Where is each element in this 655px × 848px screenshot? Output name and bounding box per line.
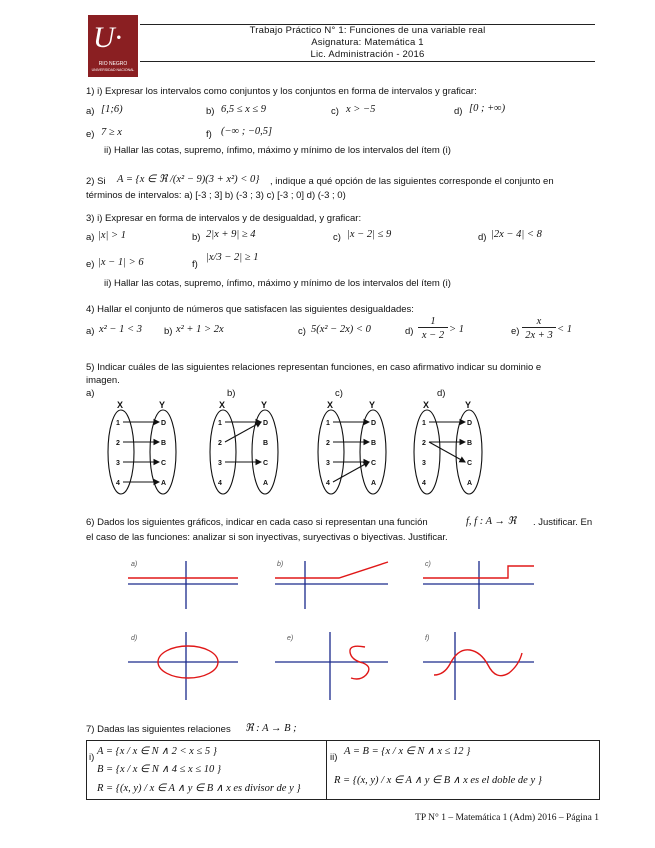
ex3-ii: ii) Hallar las cotas, supremo, ínfimo, máximo y mínimo de los intervalos del ítem (i) — [104, 278, 451, 289]
ex1-d-label: d) — [454, 106, 463, 117]
codomain-element: C — [371, 460, 377, 467]
relation-arrow — [225, 422, 261, 442]
ex4-e-num: x — [522, 316, 556, 328]
ex7-i-R: R = {(x, y) / x ∈ A ∧ y ∈ B ∧ x es divisor de y } — [97, 783, 301, 794]
ex1-f-label: f) — [206, 129, 212, 140]
ex2-suffix: , indique a qué opción de las siguientes corresponde el conjunto en — [270, 176, 554, 187]
codomain-element: D — [161, 420, 167, 427]
ex7-title: 7) Dadas las siguientes relaciones — [86, 724, 231, 735]
ex1-a-label: a) — [86, 106, 95, 117]
ex7-ii-AB: A = B = {x / x ∈ N ∧ x ≤ 12 } — [344, 746, 471, 757]
ex7-i-B: B = {x / x ∈ N ∧ 4 ≤ x ≤ 10 } — [97, 764, 222, 775]
graph-f-label: f) — [425, 635, 430, 642]
ex5-title-line1: 5) Indicar cuáles de las siguientes relaciones representan funciones, en caso afirmativo indicar su dominio e — [86, 362, 542, 373]
ex6-graphs — [0, 550, 655, 715]
logo-mark: U· — [93, 21, 123, 54]
codomain-element: D — [371, 420, 377, 427]
ex2-set: A = {x ∈ ℜ /(x² − 9)(3 + x²) < 0} — [117, 174, 260, 185]
ex1-title: 1) i) Expresar los intervalos como conjuntos y los conjuntos en forma de intervalos y graficar: — [86, 86, 477, 97]
ex4-e-den: 2x + 3 — [525, 330, 553, 341]
set-y-label: Y — [465, 400, 472, 410]
domain-element: 4 — [422, 480, 426, 487]
codomain-element: C — [263, 460, 269, 467]
set-x-ellipse — [108, 410, 134, 494]
domain-element: 4 — [116, 480, 120, 487]
domain-element: 1 — [422, 420, 426, 427]
domain-element: 1 — [218, 420, 222, 427]
domain-element: 3 — [218, 460, 222, 467]
ex4-c: 5(x² − 2x) < 0 — [311, 324, 371, 335]
ex6-title-prefix: 6) Dados los siguientes gráficos, indicar en cada caso si representan una función — [86, 517, 428, 528]
ex5-label-c: c) — [335, 388, 343, 399]
set-x-label: X — [117, 400, 124, 410]
graph-e-label: e) — [287, 635, 294, 642]
ex1-e-label: e) — [86, 129, 95, 140]
domain-element: 1 — [326, 420, 330, 427]
logo-text-top: RIO NEGRO — [98, 61, 128, 67]
set-x-ellipse — [414, 410, 440, 494]
ex3-b-label: b) — [192, 232, 201, 243]
domain-element: 3 — [326, 460, 330, 467]
ex3-c-label: c) — [333, 232, 341, 243]
ex1-b: 6,5 ≤ x ≤ 9 — [221, 104, 267, 115]
ex6-title-suffix: . Justificar. En — [533, 517, 593, 528]
set-x-label: X — [423, 400, 430, 410]
domain-element: 3 — [116, 460, 120, 467]
ex7-title-math: ℜ : A → B ; — [245, 723, 297, 734]
set-x-label: X — [219, 400, 226, 410]
ex4-a-label: a) — [86, 326, 95, 337]
domain-element: 2 — [116, 440, 120, 447]
ex3-d-label: d) — [478, 232, 487, 243]
ex3-d: |2x − 4| < 8 — [491, 229, 542, 240]
ex3-title: 3) i) Expresar en forma de intervalos y de desigualdad, y graficar: — [86, 213, 362, 224]
ex1-a: [1;6) — [101, 104, 123, 115]
page-footer: TP N° 1 – Matemática 1 (Adm) 2016 – Página 1 — [415, 813, 599, 823]
codomain-element: D — [263, 420, 269, 427]
graph-a-label: a) — [131, 561, 138, 568]
ex7-i-label: i) — [89, 752, 95, 763]
graph-c-label: c) — [425, 561, 431, 568]
header-subject: Asignatura: Matemática 1 — [311, 37, 424, 48]
logo-text-bottom: UNIVERSIDAD NACIONAL — [91, 68, 135, 72]
ex3-c: |x − 2| ≤ 9 — [347, 229, 392, 240]
ex4-b-label: b) — [164, 326, 173, 337]
ex1-e: 7 ≥ x — [101, 127, 122, 138]
ex4-title: 4) Hallar el conjunto de números que satisfacen las siguientes desigualdades: — [86, 304, 414, 315]
ex4-d-rhs: > 1 — [449, 324, 464, 335]
ex6-title-line2: el caso de las funciones: analizar si son inyectivas, suryectivas o biyectivas. Justificar. — [86, 532, 448, 543]
set-x-ellipse — [318, 410, 344, 494]
domain-element: 2 — [218, 440, 222, 447]
ex1-f: (−∞ ; −0,5] — [221, 126, 273, 137]
ex2-prefix: 2) Si — [86, 176, 106, 187]
ex3-f: |x/3 − 2| ≥ 1 — [206, 252, 259, 263]
ex7-table-divider — [326, 740, 327, 799]
codomain-element: B — [467, 440, 473, 447]
set-x-ellipse — [210, 410, 236, 494]
ex1-d: [0 ; +∞) — [469, 103, 506, 114]
header-career: Lic. Administración - 2016 — [310, 49, 425, 60]
ex7-ii-R: R = {(x, y) / x ∈ A ∧ y ∈ B ∧ x es el doble de y } — [334, 775, 542, 786]
codomain-element: A — [161, 480, 167, 487]
graph-b-label: b) — [277, 561, 284, 568]
ex4-e-label: e) — [511, 326, 520, 337]
codomain-element: A — [263, 480, 269, 487]
ex1-c-label: c) — [331, 106, 339, 117]
ex5-diagrams — [0, 395, 655, 505]
codomain-element: A — [371, 480, 377, 487]
codomain-element: B — [263, 440, 269, 447]
ex2-options: términos de intervalos: a) [-3 ; 3] b) (-3 ; 3) c) [-3 ; 0] d) (-3 ; 0) — [86, 190, 346, 201]
ex5-label-b: b) — [227, 388, 236, 399]
set-y-label: Y — [369, 400, 376, 410]
ex3-e: |x − 1| > 6 — [98, 257, 144, 268]
domain-element: 2 — [326, 440, 330, 447]
ex4-c-label: c) — [298, 326, 306, 337]
ex4-d-label: d) — [405, 326, 414, 337]
codomain-element: A — [467, 480, 473, 487]
ex3-b: 2|x + 9| ≥ 4 — [206, 229, 256, 240]
codomain-element: C — [467, 460, 473, 467]
ex7-i-A: A = {x / x ∈ N ∧ 2 < x ≤ 5 } — [97, 746, 217, 757]
ex4-b: x² + 1 > 2x — [176, 324, 224, 335]
domain-element: 4 — [218, 480, 222, 487]
header-title: Trabajo Práctico N° 1: Funciones de una variable real — [249, 25, 486, 36]
codomain-element: D — [467, 420, 473, 427]
graph-f-curve — [434, 650, 522, 676]
domain-element: 1 — [116, 420, 120, 427]
ex1-ii: ii) Hallar las cotas, supremo, ínfimo, máximo y mínimo de los intervalos del ítem (i) — [104, 145, 451, 156]
ex3-f-label: f) — [192, 259, 198, 270]
ex1-c: x > −5 — [346, 104, 376, 115]
relation-arrow — [429, 442, 465, 462]
ex6-title-math: f, f : A → ℜ — [466, 516, 517, 527]
ex5-label-a: a) — [86, 388, 95, 399]
ex4-a: x² − 1 < 3 — [99, 324, 142, 335]
set-x-label: X — [327, 400, 334, 410]
domain-element: 3 — [422, 460, 426, 467]
domain-element: 2 — [422, 440, 426, 447]
ex5-label-d: d) — [437, 388, 446, 399]
ex4-e-rhs: < 1 — [557, 324, 572, 335]
codomain-element: C — [161, 460, 167, 467]
ex3-a: |x| > 1 — [98, 230, 127, 241]
ex4-d-den: x − 2 — [421, 330, 445, 341]
ex5-title-line2: imagen. — [86, 375, 120, 386]
set-y-label: Y — [261, 400, 268, 410]
graph-d-label: d) — [131, 635, 138, 642]
domain-element: 4 — [326, 480, 330, 487]
document-header — [140, 24, 595, 62]
ex1-b-label: b) — [206, 106, 215, 117]
codomain-element: B — [161, 440, 167, 447]
graph-b-curve — [275, 562, 388, 578]
ex3-a-label: a) — [86, 232, 95, 243]
ex7-ii-label: ii) — [330, 752, 338, 763]
ex3-e-label: e) — [86, 259, 95, 270]
university-logo — [88, 15, 138, 77]
codomain-element: B — [371, 440, 377, 447]
set-y-label: Y — [159, 400, 166, 410]
ex4-d-num: 1 — [418, 316, 448, 328]
